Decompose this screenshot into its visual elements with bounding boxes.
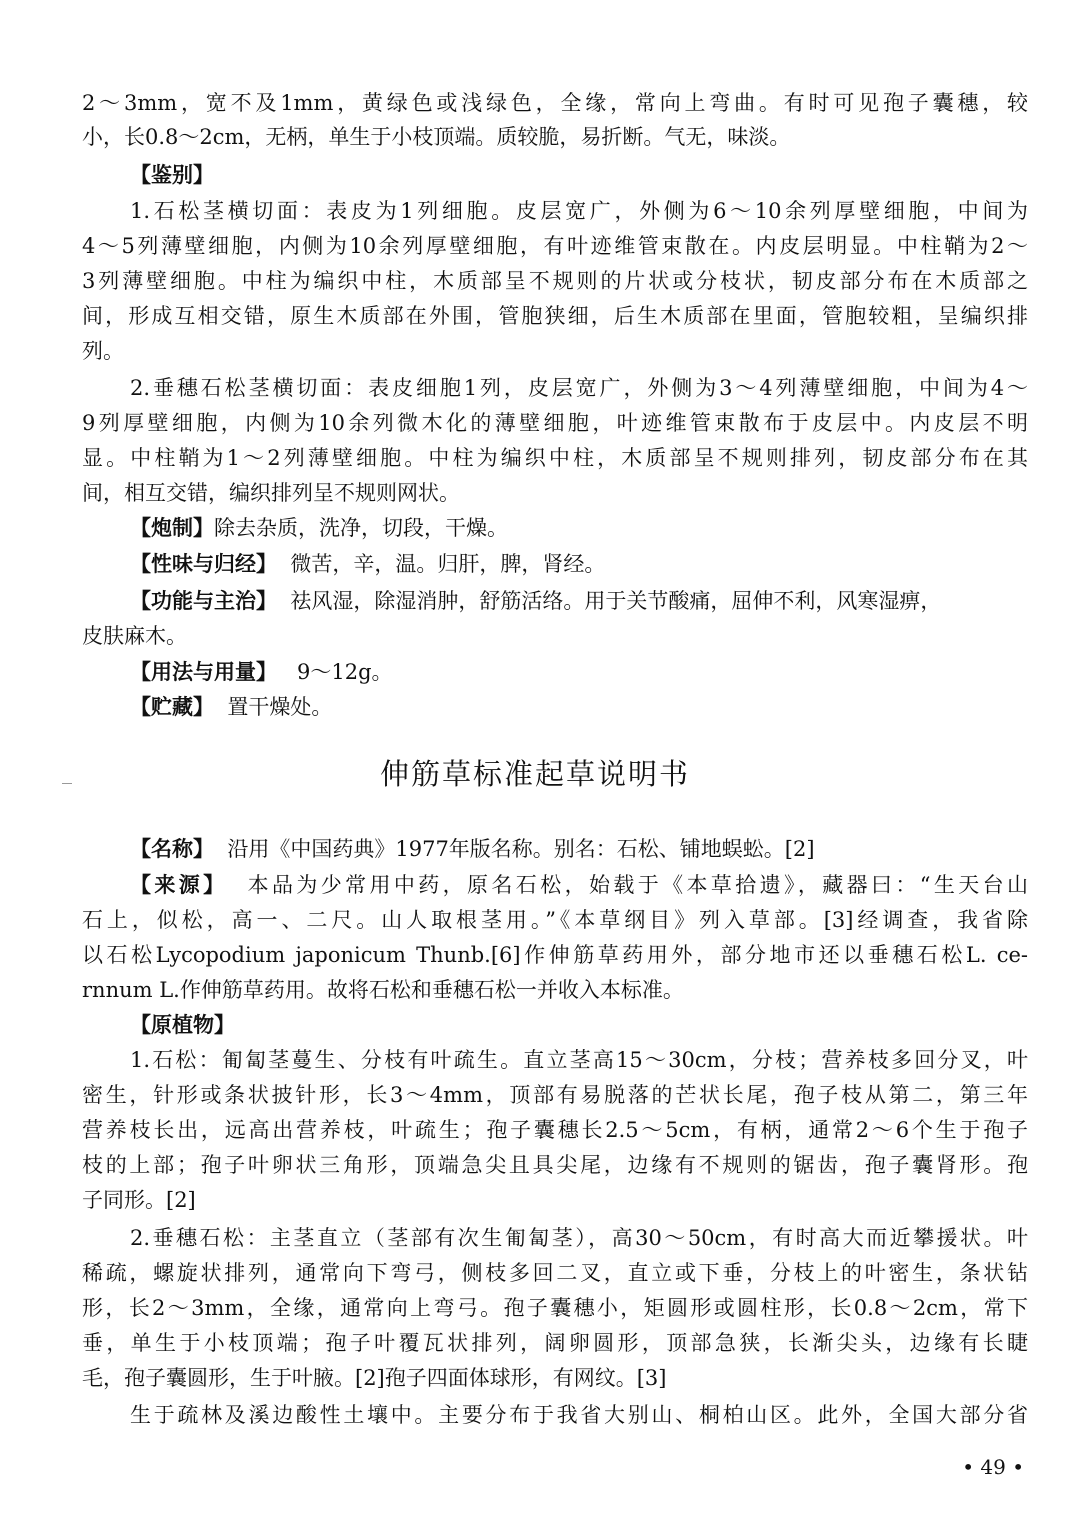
text-line: 以石松Lycopodium japonicum Thunb.[6]作伸筋草药用外，部分地市还以垂穗石松L. ce- [82, 943, 1028, 967]
text-line: 1.石松：匍匐茎蔓生、分枝有叶疏生。直立茎高15～30cm，分枝；营养枝多回分叉，叶 [130, 1048, 1028, 1072]
section-tag-identification: 【鉴别】 [130, 162, 214, 187]
source-line [130, 868, 1028, 902]
name-line [130, 832, 1028, 866]
source-text: 本品为少常用中药，原名石松，始载于《本草拾遗》，藏器曰：“生天台山 [247, 873, 1028, 897]
text-line: 小，长0.8～2cm，无柄，单生于小枝顶端。质较脆，易折断。气无，味淡。 [82, 125, 791, 149]
text-line: 显。中柱鞘为1～2列薄壁细胞。中柱为编织中柱，木质部呈不规则排列，韧皮部分布在其 [82, 446, 1028, 470]
text-line: 间，相互交错，编织排列呈不规则网状。 [82, 481, 460, 505]
name-text: 沿用《中国药典》1977年版名称。别名：石松、铺地蜈蚣。[2] [227, 837, 815, 861]
text-line: 稀疏，螺旋状排列，通常向下弯弓，侧枝多回二叉，直立或下垂，分枝上的叶密生，条状钻 [82, 1261, 1028, 1285]
section-tag-processing: 【炮制】 [130, 515, 214, 540]
storage-line [130, 690, 1028, 724]
nature-text: 微苦，辛，温。归肝，脾，肾经。 [290, 552, 606, 576]
section-tag-function: 【功能与主治】 [130, 588, 277, 613]
section-tag-nature: 【性味与归经】 [130, 551, 277, 576]
page-number: • 49 • [962, 1455, 1024, 1479]
section-tag-name: 【名称】 [130, 836, 214, 861]
text-line: rnnum L.作伸筋草药用。故将石松和垂穗石松一并收入本标准。 [82, 978, 684, 1002]
text-line: 3列薄壁细胞。中柱为编织中柱，木质部呈不规则的片状或分枝状，韧皮部分布在木质部之 [82, 269, 1028, 293]
usage-line [130, 655, 1028, 689]
processing-line [130, 511, 1028, 545]
text-line: 间，形成互相交错，原生木质部在外围，管胞狭细，后生木质部在里面，管胞较粗，呈编织排 [82, 304, 1028, 328]
text-line: 皮肤麻木。 [82, 624, 187, 648]
text-line: 2～3mm，宽不及1mm，黄绿色或浅绿色，全缘，常向上弯曲。有时可见孢子囊穗，较 [82, 91, 1028, 115]
text-line: 垂，单生于小枝顶端；孢子叶覆瓦状排列，阔卵圆形，顶部急狭，长渐尖头，边缘有长睫 [82, 1331, 1028, 1355]
processing-text: 除去杂质，洗净，切段，干燥。 [214, 516, 508, 540]
text-line: 子同形。[2] [82, 1188, 196, 1212]
section-tag-storage: 【贮藏】 [130, 694, 214, 719]
text-line: 石上，似松，高一、二尺。山人取根茎用。”《本草纲目》列入草部。[3]经调查，我省除 [82, 908, 1028, 932]
text-line: 9列厚壁细胞，内侧为10余列微木化的薄壁细胞，叶迹维管束散布于皮层中。内皮层不明 [82, 411, 1028, 435]
text-line: 密生，针形或条状披针形，长3～4mm，顶部有易脱落的芒状长尾，孢子枝从第二，第三年 [82, 1083, 1028, 1107]
section-tag-plant: 【原植物】 [130, 1012, 235, 1037]
text-line: 1.石松茎横切面：表皮为1列细胞。皮层宽广，外侧为6～10余列厚壁细胞，中间为 [130, 199, 1028, 223]
text-line: 形，长2～3mm，全缘，通常向上弯弓。孢子囊穗小，矩圆形或圆柱形，长0.8～2cm，常下 [82, 1296, 1028, 1320]
section-tag-source: 【来源】 [130, 872, 228, 897]
text-line: 2.垂穗石松：主茎直立（茎部有次生匍匐茎），高30～50cm，有时高大而近攀援状。叶 [130, 1226, 1028, 1250]
text-line: 4～5列薄壁细胞，内侧为10余列厚壁细胞，有叶迹维管束散在。内皮层明显。中柱鞘为2～ [82, 234, 1028, 258]
function-text: 祛风湿，除湿消肿，舒筋活络。用于关节酸痛，屈伸不利，风寒湿痹， [290, 589, 942, 613]
section-tag-usage: 【用法与用量】 [130, 659, 277, 684]
document-title: 伸筋草标准起草说明书 [379, 757, 690, 791]
usage-text: 9～12g。 [297, 660, 393, 684]
text-line: 2.垂穗石松茎横切面：表皮细胞1列，皮层宽广，外侧为3～4列薄壁细胞，中间为4～ [130, 376, 1028, 400]
text-line: 毛，孢子囊圆形，生于叶腋。[2]孢子四面体球形，有网纹。[3] [82, 1366, 667, 1390]
storage-text: 置干燥处。 [227, 695, 333, 719]
text-line: 列。 [82, 339, 124, 363]
text-line: 生于疏林及溪边酸性土壤中。主要分布于我省大别山、桐柏山区。此外，全国大部分省 [130, 1403, 1028, 1427]
text-line: 营养枝长出，远高出营养枝，叶疏生；孢子囊穗长2.5～5cm，有柄，通常2～6个生于孢子 [82, 1118, 1028, 1142]
text-line: 枝的上部；孢子叶卵状三角形，顶端急尖且具尖尾，边缘有不规则的锯齿，孢子囊肾形。孢 [82, 1153, 1028, 1177]
nature-line [130, 547, 1028, 581]
function-line [130, 584, 1028, 618]
